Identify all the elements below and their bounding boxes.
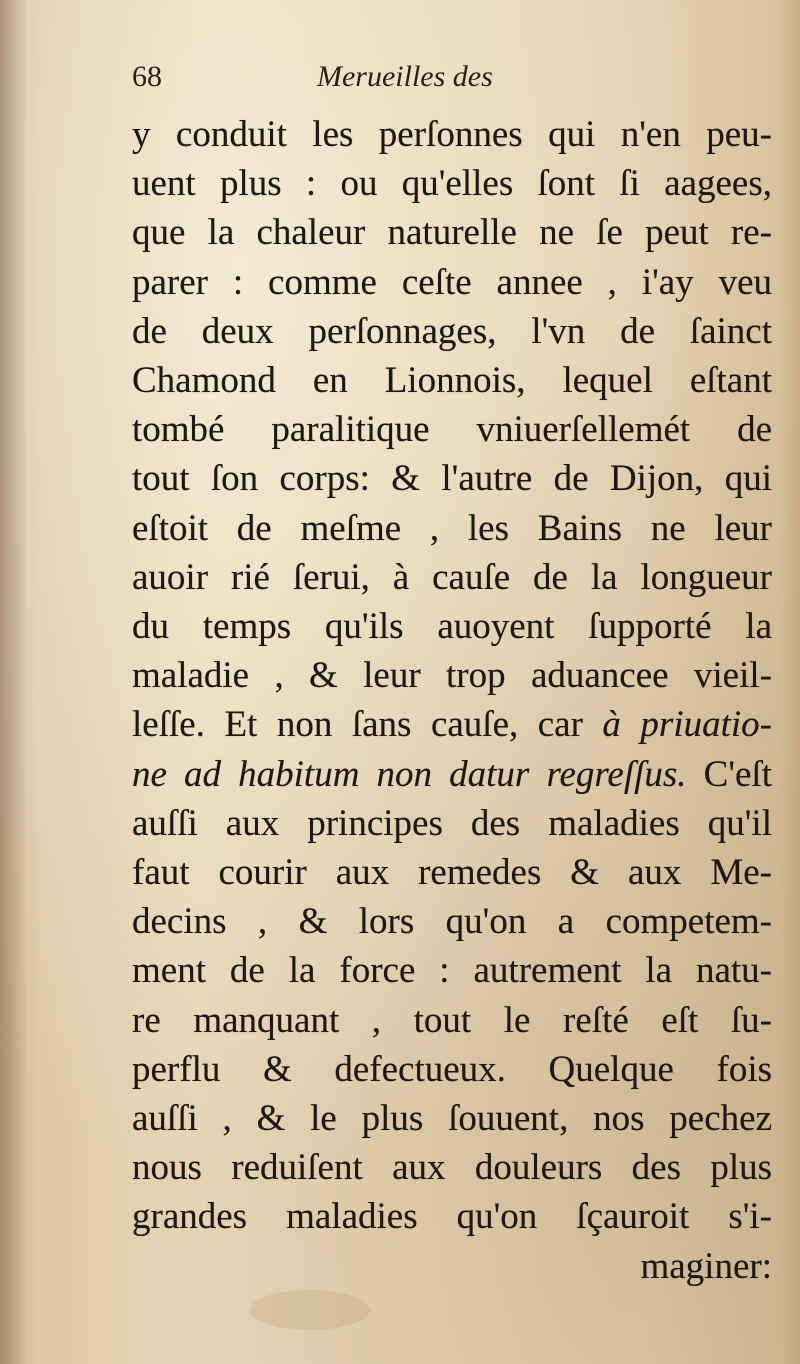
text-line-catchword: maginer: bbox=[640, 1245, 772, 1287]
text-line-roman: C'eſt bbox=[686, 753, 772, 795]
text-line: que la chaleur naturelle ne ſe peut re- bbox=[132, 212, 772, 254]
text-line: auoir rié ſerui, à cauſe de la longueur bbox=[132, 556, 772, 598]
text-line: nous reduiſent aux douleurs des plus bbox=[132, 1147, 772, 1189]
text-line: grandes maladies qu'on ſçauroit s'i- bbox=[132, 1196, 772, 1238]
page-number: 68 bbox=[132, 60, 162, 93]
text-line: maladie , & leur trop aduancee vieil- bbox=[132, 655, 772, 697]
text-line: auſſi aux principes des maladies qu'il bbox=[132, 802, 772, 844]
text-line: uent plus : ou qu'elles ſont ſi aagees, bbox=[132, 163, 772, 205]
text-line-mixed bbox=[132, 750, 772, 799]
text-line: ment de la force : autrement la natu- bbox=[132, 950, 772, 992]
text-line: eſtoit de meſme , les Bains ne leur bbox=[132, 507, 772, 549]
text-line: Chamond en Lionnois, lequel eſtant bbox=[132, 360, 772, 402]
page-header bbox=[132, 60, 732, 110]
text-line: tombé paralitique vniuerſellemét de bbox=[132, 409, 772, 451]
text-line-mixed bbox=[132, 700, 772, 749]
text-line: re manquant , tout le reſté eſt ſu- bbox=[132, 999, 772, 1041]
text-line: faut courir aux remedes & aux Me- bbox=[132, 852, 772, 894]
text-line: decins , & lors qu'on a competem- bbox=[132, 901, 772, 943]
paper-stain bbox=[250, 1290, 370, 1330]
text-line: y conduit les perſonnes qui n'en peu- bbox=[132, 114, 772, 155]
text-line-roman: leſſe. Et non ſans cauſe, car bbox=[132, 704, 603, 746]
text-line: perflu & defectueux. Quelque fois bbox=[132, 1048, 772, 1090]
text-line: parer : comme ceſte annee , i'ay veu bbox=[132, 261, 772, 303]
text-line: tout ſon corps: & l'autre de Dijon, qui bbox=[132, 458, 772, 500]
latin-quote-end: ne ad habitum non datur regreſſus. bbox=[132, 753, 687, 795]
latin-quote-start: à priuatio- bbox=[602, 704, 772, 746]
gutter-shadow bbox=[0, 0, 28, 1364]
body-text bbox=[132, 110, 772, 1291]
text-line: du temps qu'ils auoyent ſupporté la bbox=[132, 606, 772, 648]
running-head: Merueilles des bbox=[317, 60, 493, 93]
text-line: auſſi , & le plus ſouuent, nos pechez bbox=[132, 1098, 772, 1140]
text-line: de deux perſonnages, l'vn de ſainct bbox=[132, 310, 772, 352]
